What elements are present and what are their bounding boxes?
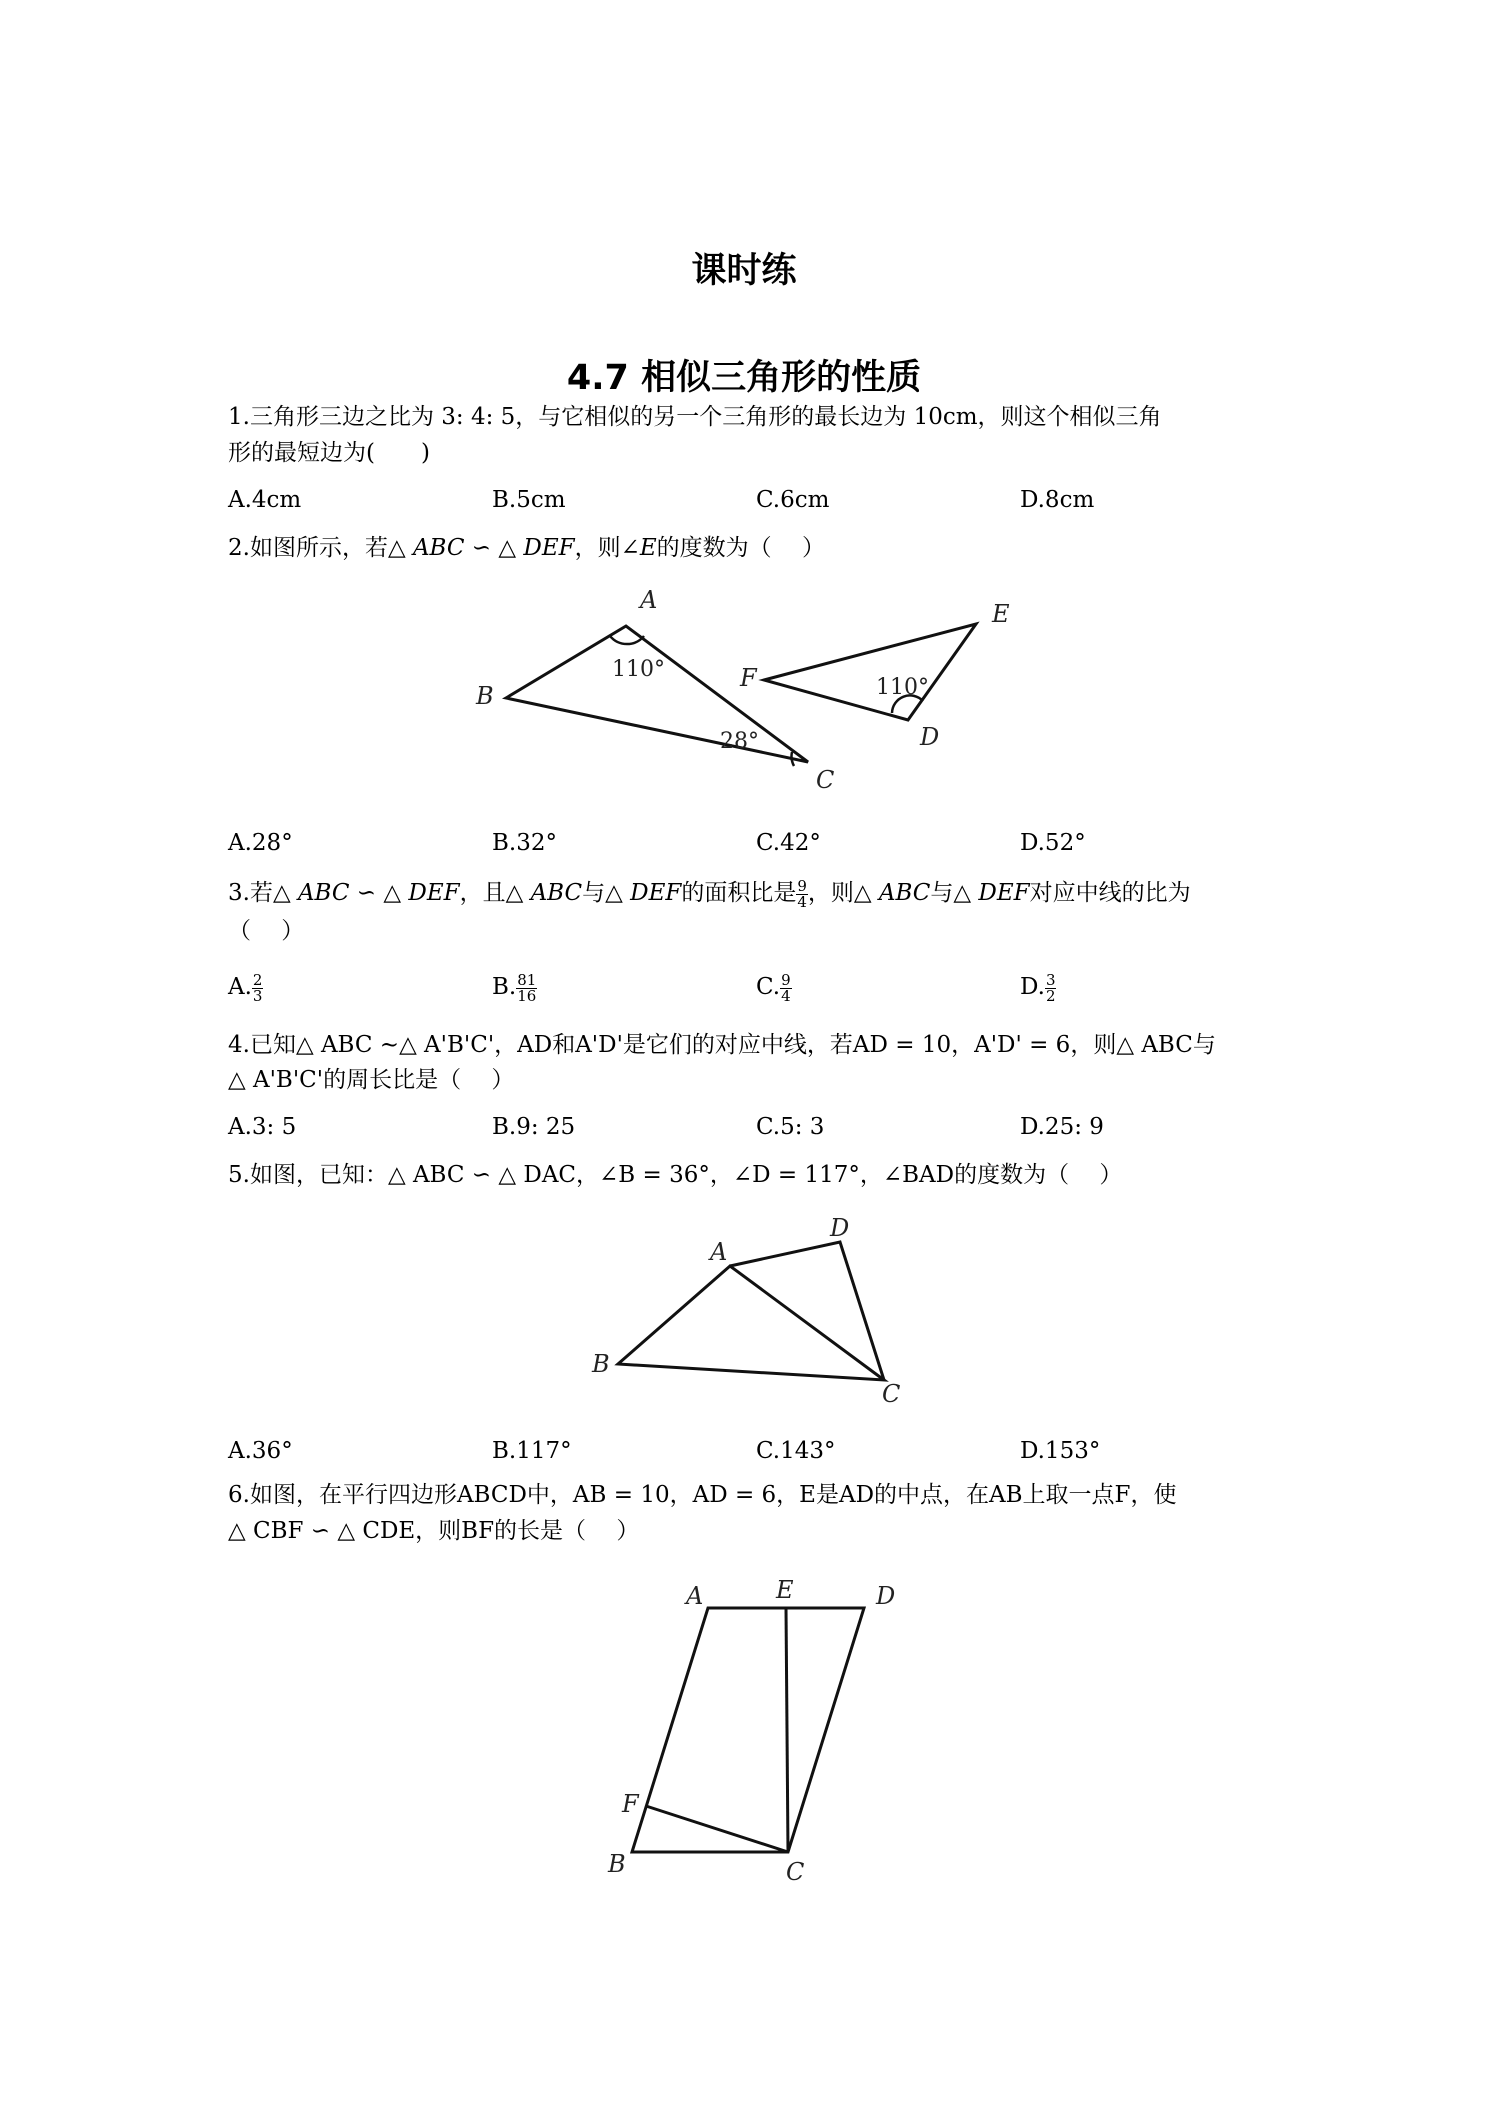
label-b: B [592,1350,610,1378]
q1-option-c: C.6cm [756,487,830,513]
q1-line2: 形的最短边为( ) [228,440,430,466]
label-b: B [608,1850,626,1878]
fraction-denominator: 4 [797,892,807,911]
angle-c-value: 28° [720,729,759,754]
q3-text: 3.若 [228,880,273,906]
label-f: F [622,1790,639,1818]
q3-option-b [492,970,537,1004]
label-a: A [640,586,658,614]
q4-option-a: A.3: 5 [228,1114,297,1140]
page-title: 课时练 [691,251,797,291]
q1-option-d: D.8cm [1020,487,1095,513]
section-title: 4.7 相似三角形的性质 [566,358,922,398]
fraction-denominator: 2 [1045,986,1056,1005]
triangle-abc [618,1266,884,1380]
option-fraction [516,970,537,1005]
q3-text: ，且 [459,880,506,906]
segment-ce [786,1608,788,1852]
q2-option-c: C.42° [756,830,821,856]
q2-text: 2.如图所示，若 [228,535,388,561]
q3-triangle: △ DEF [953,880,1030,906]
fraction-denominator: 3 [252,986,263,1005]
q1-line1: 1.三角形三边之比为 3: 4: 5，与它相似的另一个三角形的最长边为 10cm，则这个相似三角 [228,404,1162,430]
angle-d-arc [892,695,923,713]
label-c: C [882,1380,901,1408]
option-label: C. [756,974,781,1000]
q2-text: 的度数为（ ） [656,535,825,561]
option-label: A. [228,974,252,1000]
q2-option-a: A.28° [228,830,293,856]
q2-option-b: B.32° [492,830,557,856]
q5-option-b: B.117° [492,1438,572,1464]
q2-angle: ∠E [620,535,657,561]
q3-option-c [756,970,792,1004]
q3-triangle: △ ABC [853,880,931,906]
q3-relation: △ ABC ∽ △ DEF [272,880,460,906]
label-d: D [830,1214,850,1242]
option-fraction [780,970,792,1005]
q3-text: 对应中线的比为 [1029,880,1191,906]
label-d: D [876,1582,896,1610]
label-c: C [786,1858,805,1886]
q3-stem [228,876,1273,910]
q3-text: 与 [582,880,606,906]
q2-option-d: D.52° [1020,830,1086,856]
label-d: D [920,723,940,751]
q5-option-a: A.36° [228,1438,293,1464]
triangle-def [764,624,976,720]
q3-triangle: △ DEF [605,880,682,906]
q4-line2: △ A'B'C'的周长比是（ ） [228,1067,515,1093]
label-e: E [992,600,1010,628]
q2-text: ，则 [574,535,621,561]
fraction-denominator: 4 [781,986,791,1005]
segment-cf [646,1806,788,1852]
fraction-numerator: 9 [781,970,791,989]
label-e: E [776,1576,794,1604]
option-fraction [1045,970,1057,1005]
label-f: F [740,664,757,692]
option-fraction [252,970,264,1005]
q5-option-d: D.153° [1020,1438,1101,1464]
q6-line2: △ CBF ∽ △ CDE，则BF的长是（ ） [228,1518,640,1544]
q3-text: 的面积比是 [681,880,797,906]
q5-option-c: C.143° [756,1438,836,1464]
fraction-numerator: 9 [797,876,807,895]
q3-option-d [1020,970,1056,1004]
label-a: A [710,1238,728,1266]
angle-c-arc [792,752,794,766]
label-b: B [476,682,494,710]
q3-line2: （ ） [228,918,305,944]
triangle-abc [506,626,808,762]
q3-option-a [228,970,263,1004]
label-a: A [686,1582,704,1610]
q1-option-a: A.4cm [228,487,302,513]
angle-d-value: 110° [876,675,929,700]
q3-text: ，则 [807,880,854,906]
q4-option-b: B.9: 25 [492,1114,576,1140]
q6-line1: 6.如图，在平行四边形ABCD中，AB = 10，AD = 6，E是AD的中点，在AB上取一点F，使 [228,1482,1177,1508]
q4-option-d: D.25: 9 [1020,1114,1104,1140]
option-label: B. [492,974,517,1000]
q4-line1: 4.已知△ ABC ∼△ A'B'C'，AD和A'D'是它们的对应中线，若AD = 10，A'D' = 6，则△ ABC与 [228,1032,1216,1058]
label-c: C [816,766,835,794]
parallelogram-abcd [632,1608,864,1852]
option-label: D. [1020,974,1045,1000]
q3-text: 与 [930,880,954,906]
q1-option-b: B.5cm [492,487,566,513]
fraction-denominator: 16 [517,986,537,1005]
q3-area-ratio [796,876,808,911]
q2-stem [228,531,1273,565]
q3-triangle: △ ABC [505,880,583,906]
fraction-numerator: 3 [1045,970,1056,989]
q4-option-c: C.5: 3 [756,1114,825,1140]
angle-a-arc [610,636,644,644]
q5-line1: 5.如图，已知：△ ABC ∽ △ DAC，∠B = 36°，∠D = 117°，∠BAD的度数为（ ） [228,1162,1123,1188]
q2-relation: △ ABC ∽ △ DEF [387,535,575,561]
triangle-dac-sides [730,1242,884,1380]
fraction-numerator: 2 [252,970,263,989]
fraction-numerator: 81 [517,970,537,989]
angle-a-value: 110° [612,657,665,682]
